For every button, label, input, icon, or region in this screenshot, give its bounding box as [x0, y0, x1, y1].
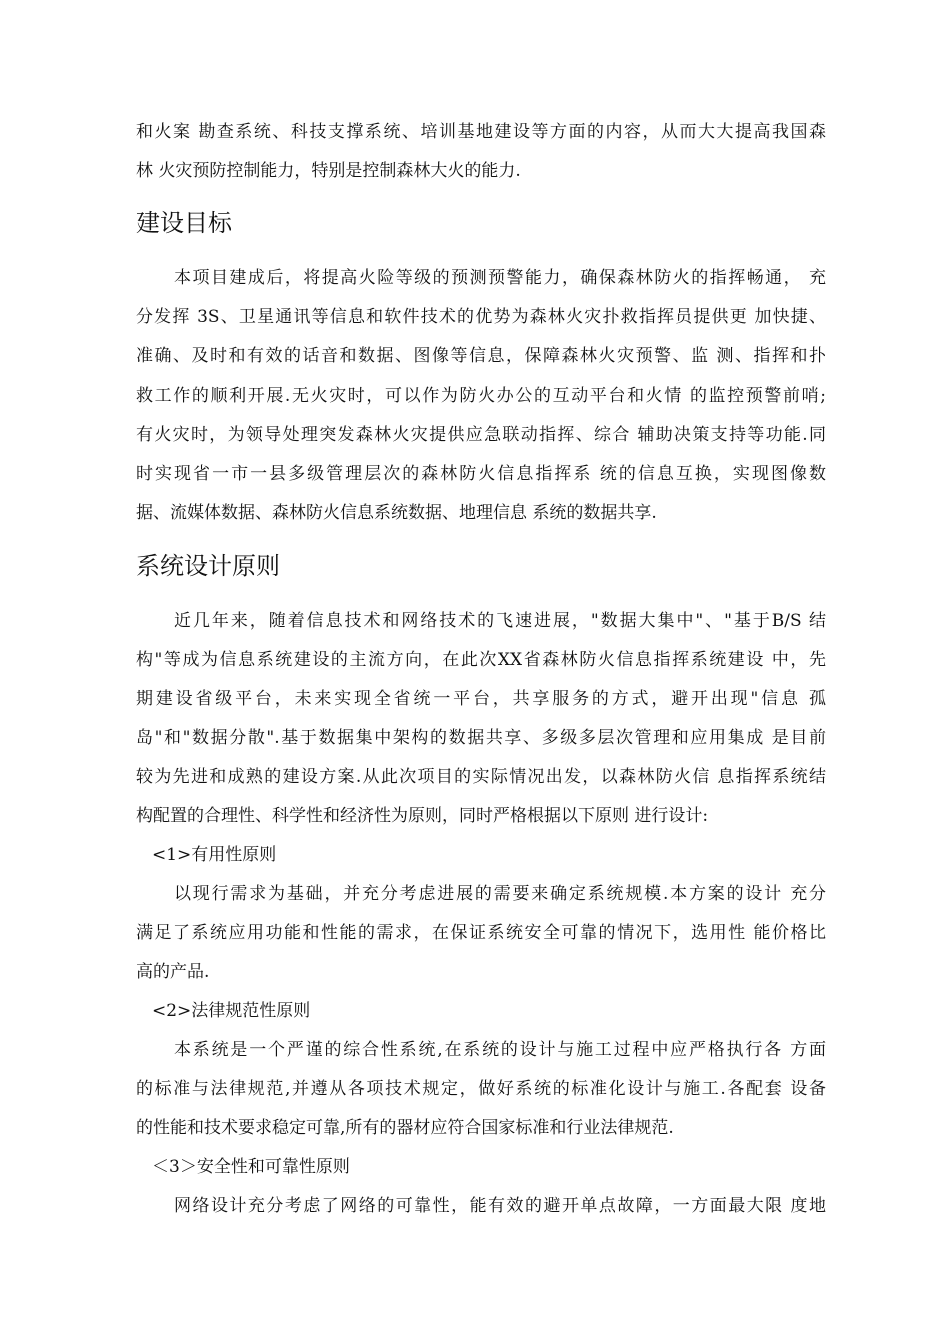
goal-line-4: 救工作的顺利开展.无火灾时，可以作为防火办公的互动平台和火情 的监控预警前哨; [136, 386, 826, 406]
principle-line-1: 近几年来，随着信息技术和网络技术的飞速进展，"数据大集中"、"基于B/S 结 [174, 611, 826, 631]
goal-line-7: 据、流媒体数据、森林防火信息系统数据、地理信息 系统的数据共享. [136, 503, 657, 523]
principle-2-title: <2>法律规范性原则 [152, 1001, 311, 1021]
intro-line-2: 林 火灾预防控制能力，特别是控制森林大火的能力. [136, 161, 521, 181]
principle-line-4: 岛"和"数据分散".基于数据集中架构的数据共享、多级多层次管理和应用集成 是目前 [136, 728, 826, 748]
principle-3-line-1: 网络设计充分考虑了网络的可靠性，能有效的避开单点故障，一方面最大限 度地 [174, 1196, 826, 1216]
goal-line-1: 本项目建成后，将提高火险等级的预测预警能力，确保森林防火的指挥畅通， 充 [174, 268, 826, 288]
intro-line-1: 和火案 勘查系统、科技支撑系统、培训基地建设等方面的内容，从而大大提高我国森 [136, 122, 826, 142]
goal-line-2: 分发挥 3S、卫星通讯等信息和软件技术的优势为森林火灾扑救指挥员提供更 加快捷、 [136, 307, 826, 327]
principle-line-2: 构"等成为信息系统建设的主流方向，在此次XX省森林防火信息指挥系统建设 中，先 [136, 650, 826, 670]
section-heading-goal: 建设目标 [136, 209, 232, 237]
principle-2-line-3: 的性能和技术要求稳定可靠,所有的器材应符合国家标准和行业法律规范. [136, 1118, 674, 1138]
principle-1-line-3: 高的产品. [136, 962, 210, 982]
section-heading-principle: 系统设计原则 [136, 552, 280, 580]
principle-line-3: 期建设省级平台，未来实现全省统一平台，共享服务的方式，避开出现"信息 孤 [136, 689, 826, 709]
principle-1-line-1: 以现行需求为基础，并充分考虑进展的需要来确定系统规模.本方案的设计 充分 [174, 884, 826, 904]
principle-2-line-2: 的标准与法律规范,并遵从各项技术规定，做好系统的标准化设计与施工.各配套 设备 [136, 1079, 826, 1099]
goal-line-6: 时实现省一市一县多级管理层次的森林防火信息指挥系 统的信息互换，实现图像数 [136, 464, 826, 484]
principle-1-title: <1>有用性原则 [152, 845, 277, 865]
goal-line-5: 有火灾时，为领导处理突发森林火灾提供应急联动指挥、综合 辅助决策支持等功能.同 [136, 425, 826, 445]
principle-line-6: 构配置的合理性、科学性和经济性为原则，同时严格根据以下原则 进行设计: [136, 806, 709, 826]
principle-1-line-2: 满足了系统应用功能和性能的需求，在保证系统安全可靠的情况下，选用性 能价格比 [136, 923, 826, 943]
goal-line-3: 准确、及时和有效的话音和数据、图像等信息，保障森林火灾预警、监 测、指挥和扑 [136, 346, 826, 366]
principle-3-title: ＜3＞安全性和可靠性原则 [152, 1157, 350, 1177]
principle-line-5: 较为先进和成熟的建设方案.从此次项目的实际情况出发，以森林防火信 息指挥系统结 [136, 767, 826, 787]
principle-2-line-1: 本系统是一个严谨的综合性系统,在系统的设计与施工过程中应严格执行各 方面 [174, 1040, 826, 1060]
